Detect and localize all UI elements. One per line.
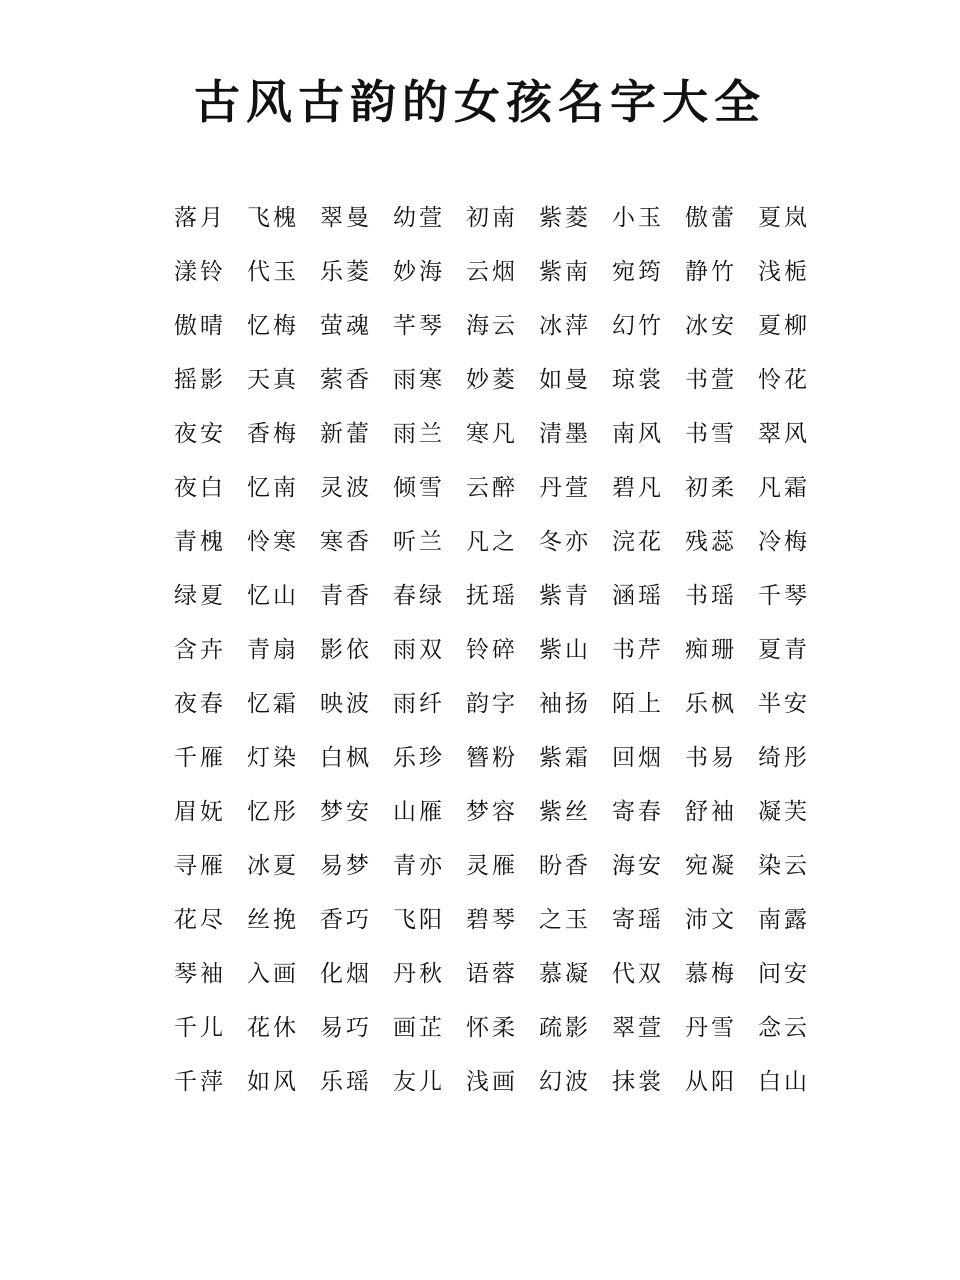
name-cell: 浣花 <box>612 528 664 555</box>
name-cell: 忆南 <box>247 474 299 501</box>
name-cell: 书易 <box>685 744 737 771</box>
names-row <box>160 296 820 350</box>
name-cell: 芊琴 <box>393 312 445 339</box>
name-cell: 幻波 <box>539 1068 591 1095</box>
name-cell: 怀柔 <box>466 1014 518 1041</box>
name-cell: 凡霜 <box>758 474 810 501</box>
name-cell: 白山 <box>758 1068 810 1095</box>
names-row <box>160 728 820 782</box>
name-cell: 花休 <box>247 1014 299 1041</box>
name-cell: 雨双 <box>393 636 445 663</box>
name-cell: 天真 <box>247 366 299 393</box>
name-cell: 回烟 <box>612 744 664 771</box>
name-cell: 疏影 <box>539 1014 591 1041</box>
name-cell: 千儿 <box>174 1014 226 1041</box>
name-cell: 香梅 <box>247 420 299 447</box>
name-cell: 紫南 <box>539 258 591 285</box>
name-cell: 映波 <box>320 690 372 717</box>
names-row <box>160 404 820 458</box>
name-cell: 簪粉 <box>466 744 518 771</box>
name-cell: 香巧 <box>320 906 372 933</box>
name-cell: 涵瑶 <box>612 582 664 609</box>
names-row <box>160 890 820 944</box>
names-row <box>160 350 820 404</box>
name-cell: 书萱 <box>685 366 737 393</box>
names-grid <box>160 188 820 1106</box>
name-cell: 妙菱 <box>466 366 518 393</box>
name-cell: 含卉 <box>174 636 226 663</box>
names-row <box>160 512 820 566</box>
name-cell: 代玉 <box>247 258 299 285</box>
name-cell: 易巧 <box>320 1014 372 1041</box>
name-cell: 乐菱 <box>320 258 372 285</box>
name-cell: 盼香 <box>539 852 591 879</box>
name-cell: 舒袖 <box>685 798 737 825</box>
name-cell: 紫山 <box>539 636 591 663</box>
name-cell: 倾雪 <box>393 474 445 501</box>
name-cell: 浅栀 <box>758 258 810 285</box>
name-cell: 残蕊 <box>685 528 737 555</box>
name-cell: 夏青 <box>758 636 810 663</box>
name-cell: 夏岚 <box>758 204 810 231</box>
name-cell: 琼裳 <box>612 366 664 393</box>
name-cell: 浅画 <box>466 1068 518 1095</box>
name-cell: 千琴 <box>758 582 810 609</box>
name-cell: 乐珍 <box>393 744 445 771</box>
names-row <box>160 998 820 1052</box>
name-cell: 幼萱 <box>393 204 445 231</box>
name-cell: 冬亦 <box>539 528 591 555</box>
name-cell: 灯染 <box>247 744 299 771</box>
name-cell: 紫青 <box>539 582 591 609</box>
name-cell: 丹萱 <box>539 474 591 501</box>
name-cell: 影依 <box>320 636 372 663</box>
names-row <box>160 620 820 674</box>
name-cell: 飞阳 <box>393 906 445 933</box>
name-cell: 雨兰 <box>393 420 445 447</box>
name-cell: 清墨 <box>539 420 591 447</box>
name-cell: 语蓉 <box>466 960 518 987</box>
names-row <box>160 188 820 242</box>
name-cell: 翠曼 <box>320 204 372 231</box>
names-row <box>160 782 820 836</box>
name-cell: 青扇 <box>247 636 299 663</box>
name-cell: 抚瑶 <box>466 582 518 609</box>
name-cell: 冰萍 <box>539 312 591 339</box>
name-cell: 代双 <box>612 960 664 987</box>
name-cell: 慕凝 <box>539 960 591 987</box>
name-cell: 静竹 <box>685 258 737 285</box>
page-title: 古风古韵的女孩名字大全 <box>194 75 766 129</box>
name-cell: 千雁 <box>174 744 226 771</box>
name-cell: 雨纤 <box>393 690 445 717</box>
name-cell: 丹秋 <box>393 960 445 987</box>
names-row <box>160 242 820 296</box>
name-cell: 初南 <box>466 204 518 231</box>
name-cell: 夜白 <box>174 474 226 501</box>
name-cell: 初柔 <box>685 474 737 501</box>
names-row <box>160 944 820 998</box>
name-cell: 冷梅 <box>758 528 810 555</box>
name-cell: 青香 <box>320 582 372 609</box>
names-row <box>160 836 820 890</box>
names-row <box>160 566 820 620</box>
name-cell: 袖扬 <box>539 690 591 717</box>
name-cell: 化烟 <box>320 960 372 987</box>
name-cell: 书雪 <box>685 420 737 447</box>
name-cell: 宛筠 <box>612 258 664 285</box>
name-cell: 眉妩 <box>174 798 226 825</box>
name-cell: 半安 <box>758 690 810 717</box>
name-cell: 念云 <box>758 1014 810 1041</box>
name-cell: 忆彤 <box>247 798 299 825</box>
name-cell: 从阳 <box>685 1068 737 1095</box>
name-cell: 千萍 <box>174 1068 226 1095</box>
name-cell: 海安 <box>612 852 664 879</box>
name-cell: 问安 <box>758 960 810 987</box>
name-cell: 花尽 <box>174 906 226 933</box>
name-cell: 寒凡 <box>466 420 518 447</box>
name-cell: 灵波 <box>320 474 372 501</box>
name-cell: 痴珊 <box>685 636 737 663</box>
name-cell: 抹裳 <box>612 1068 664 1095</box>
name-cell: 萤魂 <box>320 312 372 339</box>
name-cell: 南风 <box>612 420 664 447</box>
name-cell: 碧凡 <box>612 474 664 501</box>
name-cell: 宛凝 <box>685 852 737 879</box>
name-cell: 画芷 <box>393 1014 445 1041</box>
name-cell: 夜安 <box>174 420 226 447</box>
name-cell: 飞槐 <box>247 204 299 231</box>
name-cell: 寄春 <box>612 798 664 825</box>
name-cell: 凡之 <box>466 528 518 555</box>
name-cell: 落月 <box>174 204 226 231</box>
name-cell: 幻竹 <box>612 312 664 339</box>
name-cell: 绿夏 <box>174 582 226 609</box>
name-cell: 凝芙 <box>758 798 810 825</box>
name-cell: 梦安 <box>320 798 372 825</box>
name-cell: 丹雪 <box>685 1014 737 1041</box>
name-cell: 易梦 <box>320 852 372 879</box>
name-cell: 陌上 <box>612 690 664 717</box>
name-cell: 夜春 <box>174 690 226 717</box>
name-cell: 忆梅 <box>247 312 299 339</box>
name-cell: 韵字 <box>466 690 518 717</box>
name-cell: 绮彤 <box>758 744 810 771</box>
name-cell: 书瑶 <box>685 582 737 609</box>
name-cell: 忆山 <box>247 582 299 609</box>
name-cell: 紫丝 <box>539 798 591 825</box>
name-cell: 漾铃 <box>174 258 226 285</box>
name-cell: 忆霜 <box>247 690 299 717</box>
name-cell: 如曼 <box>539 366 591 393</box>
names-row <box>160 458 820 512</box>
name-cell: 灵雁 <box>466 852 518 879</box>
name-cell: 紫菱 <box>539 204 591 231</box>
name-cell: 寒香 <box>320 528 372 555</box>
name-cell: 翠萱 <box>612 1014 664 1041</box>
name-cell: 寻雁 <box>174 852 226 879</box>
name-cell: 怜寒 <box>247 528 299 555</box>
name-cell: 傲蕾 <box>685 204 737 231</box>
name-cell: 慕梅 <box>685 960 737 987</box>
name-cell: 白枫 <box>320 744 372 771</box>
name-cell: 友儿 <box>393 1068 445 1095</box>
name-cell: 冰安 <box>685 312 737 339</box>
name-cell: 山雁 <box>393 798 445 825</box>
name-cell: 冰夏 <box>247 852 299 879</box>
names-row <box>160 674 820 728</box>
name-cell: 妙海 <box>393 258 445 285</box>
name-cell: 丝挽 <box>247 906 299 933</box>
name-cell: 萦香 <box>320 366 372 393</box>
name-cell: 梦容 <box>466 798 518 825</box>
name-cell: 云醉 <box>466 474 518 501</box>
name-cell: 南露 <box>758 906 810 933</box>
name-cell: 雨寒 <box>393 366 445 393</box>
name-cell: 春绿 <box>393 582 445 609</box>
name-cell: 琴袖 <box>174 960 226 987</box>
name-cell: 翠风 <box>758 420 810 447</box>
name-cell: 之玉 <box>539 906 591 933</box>
name-cell: 青槐 <box>174 528 226 555</box>
name-cell: 乐枫 <box>685 690 737 717</box>
name-cell: 紫霜 <box>539 744 591 771</box>
name-cell: 如风 <box>247 1068 299 1095</box>
name-cell: 碧琴 <box>466 906 518 933</box>
name-cell: 怜花 <box>758 366 810 393</box>
name-cell: 入画 <box>247 960 299 987</box>
name-cell: 书芹 <box>612 636 664 663</box>
name-cell: 新蕾 <box>320 420 372 447</box>
name-cell: 听兰 <box>393 528 445 555</box>
name-cell: 摇影 <box>174 366 226 393</box>
name-cell: 傲晴 <box>174 312 226 339</box>
name-cell: 海云 <box>466 312 518 339</box>
name-cell: 云烟 <box>466 258 518 285</box>
name-cell: 青亦 <box>393 852 445 879</box>
name-cell: 小玉 <box>612 204 664 231</box>
name-cell: 乐瑶 <box>320 1068 372 1095</box>
name-cell: 沛文 <box>685 906 737 933</box>
name-cell: 铃碎 <box>466 636 518 663</box>
name-cell: 染云 <box>758 852 810 879</box>
names-row <box>160 1052 820 1106</box>
name-cell: 寄瑶 <box>612 906 664 933</box>
name-cell: 夏柳 <box>758 312 810 339</box>
